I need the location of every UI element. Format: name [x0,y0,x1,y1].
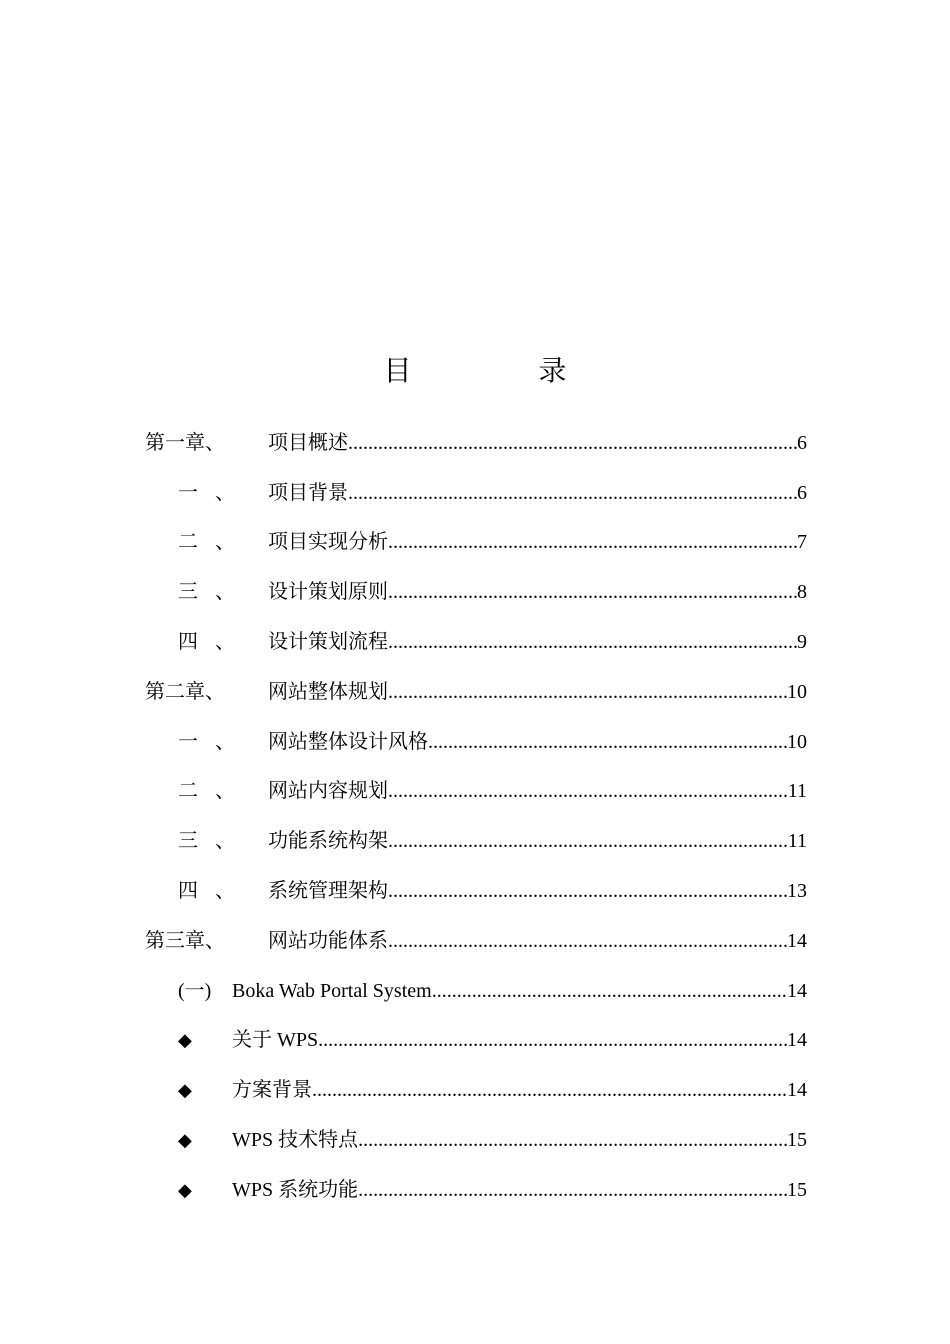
toc-entry[interactable] [145,767,807,817]
toc-entry[interactable] [145,816,807,866]
toc-entry-page: 14 [787,929,807,952]
toc-entry-number: (一) [178,979,212,1002]
toc-entry-label: WPS 系统功能 [232,1178,359,1201]
toc-entry-number: 一 、 [178,481,241,504]
diamond-bullet-icon: ◆ [178,1179,192,1200]
toc-dot-leader [388,771,788,811]
toc-entry-label: 项目概述 [268,431,348,454]
toc-entry-label: 系统管理架构 [268,880,388,903]
toc-entry-number: 三 、 [178,830,241,853]
toc-dot-leader [388,622,797,662]
toc-dot-leader [388,672,787,712]
toc-entry-label: 网站整体设计风格 [268,730,428,753]
toc-entry[interactable] [145,518,807,568]
toc-entry-number: 三 、 [178,581,241,604]
toc-entry-page: 15 [787,1129,807,1152]
toc-entry[interactable] [145,1065,807,1115]
toc-entry-label: 方案背景 [232,1079,312,1102]
toc-entry-label: 关于 WPS [232,1029,319,1052]
toc-entry-page: 13 [787,880,807,903]
toc-entry-page: 6 [797,481,807,504]
toc-entry[interactable] [145,617,807,667]
toc-dot-leader [358,1120,787,1160]
toc-dot-leader [318,1020,787,1060]
toc-dot-leader [358,1170,787,1210]
toc-dot-leader [432,971,787,1011]
toc-entry[interactable] [145,667,807,717]
toc-entry[interactable] [145,866,807,916]
toc-entry[interactable] [145,916,807,966]
toc-entry-number: 第一章、 [145,431,225,454]
diamond-bullet-icon: ◆ [178,1080,192,1101]
toc-dot-leader [388,871,787,911]
toc-entry-page: 10 [787,730,807,753]
toc-entry-number: 第三章、 [145,929,225,952]
toc-entry[interactable] [145,468,807,518]
toc-entry[interactable] [145,1165,807,1215]
toc-entry-number: 一 、 [178,730,241,753]
toc-title: 目 录 [383,356,627,387]
toc-entry-page: 14 [787,1029,807,1052]
toc-entry-page: 15 [787,1178,807,1201]
toc-entry-number: 四 、 [178,880,241,903]
diamond-bullet-icon: ◆ [178,1030,192,1051]
toc-entry-page: 6 [797,431,807,454]
toc-entry-label: 网站整体规划 [268,680,388,703]
toc-entry-page: 9 [797,631,807,654]
toc-entry-label: 网站内容规划 [268,780,388,803]
toc-entry-label: Boka Wab Portal System [232,979,432,1002]
toc-dot-leader [388,821,788,861]
toc-entry-number: 二 、 [178,531,241,554]
toc-entry-page: 11 [787,830,807,853]
toc-entry-page: 10 [787,680,807,703]
toc-entry-page: 7 [797,531,807,554]
toc-entry-label: 设计策划原则 [268,581,388,604]
toc-entry-page: 14 [787,1079,807,1102]
toc-dot-leader [312,1070,787,1110]
toc-entry[interactable] [145,966,807,1016]
toc-entry-label: 设计策划流程 [268,631,388,654]
toc-entry-label: 网站功能体系 [268,929,388,952]
toc-entry-page: 14 [787,979,807,1002]
toc-entry-label: 功能系统构架 [268,830,388,853]
toc-entry-label: 项目背景 [268,481,348,504]
toc-entry-page: 8 [797,581,807,604]
toc-dot-leader [348,423,797,463]
toc-entry-number: 四 、 [178,631,241,654]
toc-entry[interactable] [145,717,807,767]
toc-entry-label: WPS 技术特点 [232,1129,359,1152]
toc-dot-leader [348,473,797,513]
toc-entry[interactable] [145,418,807,468]
toc-entry[interactable] [145,1016,807,1066]
toc-entry-number: 第二章、 [145,680,225,703]
toc-entry-label: 项目实现分析 [268,531,388,554]
toc-dot-leader [388,572,797,612]
toc-entry[interactable] [145,567,807,617]
diamond-bullet-icon: ◆ [178,1130,192,1151]
toc-entry-page: 11 [787,780,807,803]
toc-entry-number: 二 、 [178,780,241,803]
toc-dot-leader [388,921,787,961]
toc-dot-leader [388,522,797,562]
toc-list [145,418,807,1215]
toc-entry[interactable] [145,1115,807,1165]
toc-dot-leader [428,722,787,762]
